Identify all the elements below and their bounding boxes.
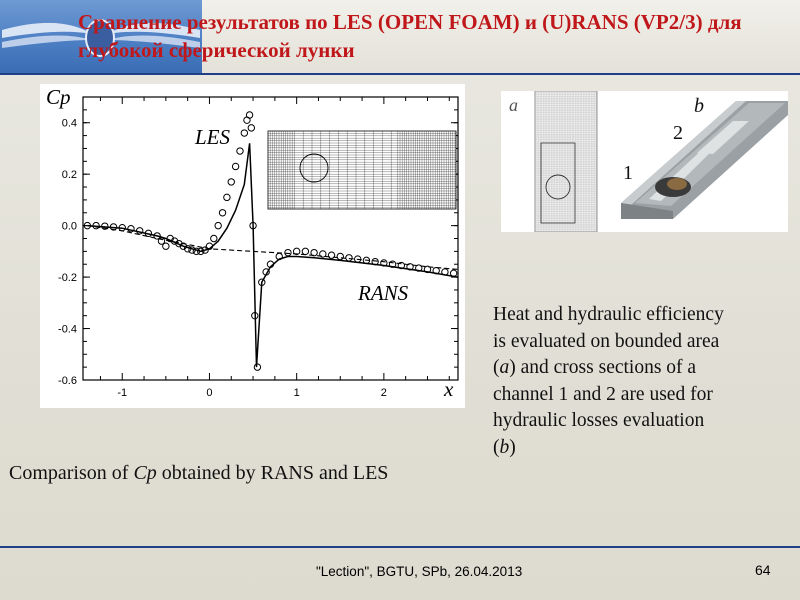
cp-plot-panel [40,84,465,408]
description-line: channel 1 and 2 are used for [493,383,713,405]
rans-annotation: RANS [358,281,409,305]
y-tick-label: -0.6 [58,375,77,387]
les-point [215,222,221,228]
mesh-inset [268,131,456,209]
dimple-geometry-illustration [501,91,788,232]
y-tick-label: 0.4 [61,117,77,130]
les-point [237,148,243,154]
footer-divider [0,546,800,548]
les-point [337,253,343,259]
y-tick-label: -0.2 [58,272,77,285]
description-text [493,302,793,461]
les-point [248,125,254,131]
les-point [241,130,247,136]
les-point [211,235,217,241]
footer-text: "Lection", BGTU, SPb, 26.04.2013 [316,564,523,579]
x-tick-label: 1 [293,387,300,399]
les-point [219,210,225,216]
header-divider [0,73,800,75]
label-a: a [509,95,518,115]
les-point [232,163,238,169]
x-tick-label: 2 [380,387,387,399]
description-line: hydraulic losses evaluation [493,410,705,431]
les-point [346,255,352,261]
description-line: (a) and cross sections of a [493,357,697,378]
les-point [228,179,234,185]
les-annotation: LES [195,125,231,149]
les-point [285,249,291,255]
x-tick-label: 0 [206,387,213,399]
x-axis-label: x [444,377,454,401]
chart-caption: Comparison of Cp obtained by RANS and LES [9,462,389,484]
description-line: is evaluated on bounded area [493,330,720,352]
page-number: 64 [755,562,771,578]
label-1: 1 [623,162,633,184]
description-line: (b) [493,436,516,458]
description-line: Heat and hydraulic efficiency [493,304,724,325]
y-axis-label: Cp [46,85,71,109]
y-tick-label: -0.4 [58,323,77,336]
geometry-figure [501,91,788,232]
y-tick-label: 0.0 [61,220,77,233]
les-point [254,364,260,370]
mesh-frame [268,131,456,209]
les-point [163,243,169,249]
slide-title: Сравнение результатов по LES (OPEN FOAM) и (U)RANS (VP2/3) для глубокой сферической лунки [78,10,742,62]
les-point [302,248,308,254]
x-tick-label: -1 [117,387,128,399]
y-tick-label: 0.2 [61,169,77,182]
les-point [224,194,230,200]
label-2: 2 [673,122,683,144]
label-b: b [694,95,704,117]
cp-chart [40,84,465,408]
les-point [246,112,252,118]
